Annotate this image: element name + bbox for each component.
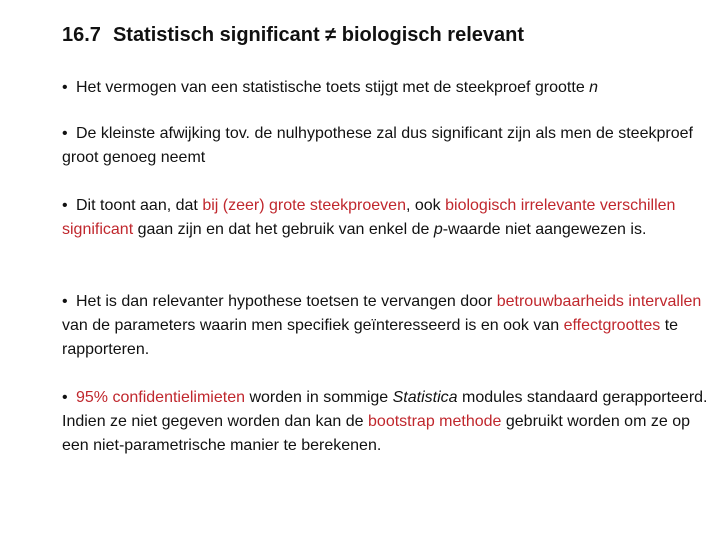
slide-title — [62, 24, 524, 47]
bullet-marker: • — [62, 389, 68, 406]
segment-highlight: effectgroottes — [563, 317, 661, 334]
section-number: 16.7 — [62, 24, 101, 46]
segment-highlight: betrouwbaarheids intervallen — [496, 293, 702, 310]
bullet-marker: • — [62, 197, 68, 214]
segment: -waarde niet aangewezen is. — [442, 221, 647, 238]
segment: gaan zijn en dat het gebruik van enkel de — [133, 221, 434, 238]
segment-highlight: 95% confidentielimieten — [76, 389, 245, 406]
segment: De kleinste afwijking tov. de nulhypothese zal dus significant zijn als men de steekproef groot genoeg neemt — [62, 125, 693, 166]
bullet-item — [62, 194, 714, 242]
bullet-item — [62, 122, 714, 170]
bullet-marker: • — [62, 79, 68, 96]
title-text: Statistisch significant ≠ biologisch relevant — [112, 24, 525, 46]
segment: worden in sommige — [245, 389, 393, 406]
segment: Het is dan relevanter hypothese toetsen te vervangen door — [76, 293, 497, 310]
segment-italic: p — [433, 221, 443, 238]
segment: Het vermogen van een statistische toets stijgt met de steekproef grootte — [76, 79, 590, 96]
bullet-marker: • — [62, 125, 68, 142]
segment-highlight: bootstrap methode — [368, 413, 502, 430]
bullet-item — [62, 290, 714, 362]
bullet-marker: • — [62, 293, 68, 310]
segment: modules standaard gerapporteerd. Indien ze niet gegeven worden dan kan de — [62, 389, 708, 430]
bullet-item — [62, 386, 714, 458]
segment-highlight: biologisch irrelevante verschillen significant — [62, 197, 676, 238]
segment: gebruikt worden om ze op een niet-parametrische manier te berekenen. — [62, 413, 690, 454]
segment-italic: Statistica — [392, 389, 458, 406]
segment-italic: n — [589, 79, 599, 96]
segment: , ook — [405, 197, 446, 214]
segment: te rapporteren. — [62, 317, 679, 358]
bullet-item — [62, 76, 714, 100]
segment: van de parameters waarin men specifiek geïnteresseerd is en ook van — [62, 317, 564, 334]
segment: Dit toont aan, dat — [76, 197, 203, 214]
segment-highlight: bij (zeer) grote steekproeven — [202, 197, 406, 214]
